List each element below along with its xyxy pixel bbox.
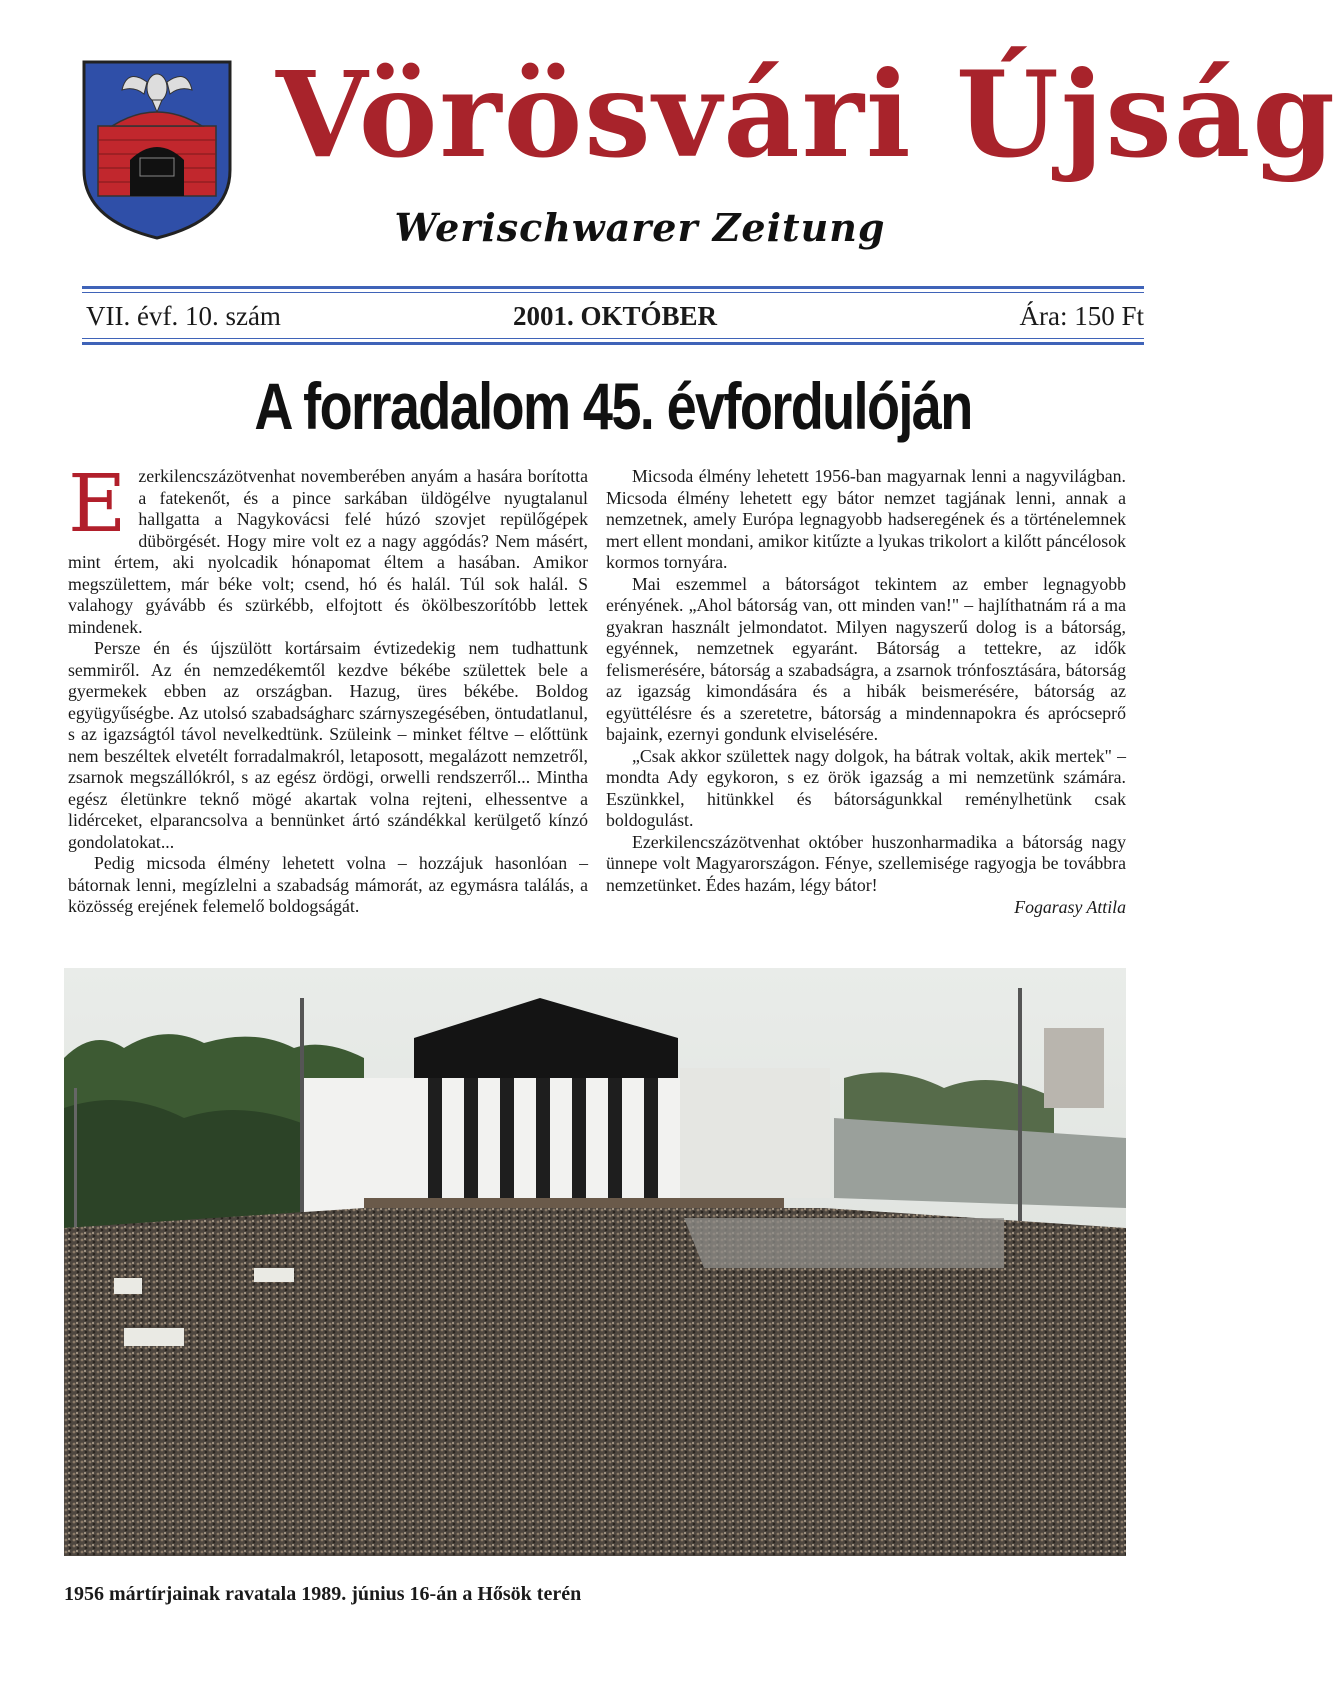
header-rule	[82, 286, 1144, 289]
article-paragraph: Ezerkilencszázötvenhat novemberében anyám a hasára borította a fatekenőt, és a pince sarkában üldögélve nyugtalanul hallgatta a Nagykovácsi felé húzó szovjet repülőgépek dübörgését. Hogy mire volt ez a nagy aggódás? Nem másért, mint értem, aki nyolcadik hónapomat éltem a hasában. Amikor megszülettem, már béke volt; csend, hó és halál. Túl sok halál. S valahogy gyávább és szürkébb, elfojtott és ökölbeszorítóbb lettek mindenek.	[68, 457, 588, 637]
article-paragraph: Pedig micsoda élmény lehetett volna – hozzájuk hasonlóan – bátornak lenni, megízlelni a szabadság mámorát, az egymásra találás, a közösség erejének felemelő boldogságát.	[68, 853, 588, 916]
masthead-title: Vörösvári Újság	[276, 45, 1337, 184]
article-paragraph: Persze én és újszülött kortársaim évtizedekig nem tudhattunk semmiről. Az én nemzedékemtől kezdve békébe születtek bele a gyermekek ebben az országban. Hazug, üres békébe. Boldog együgyűségbe. Az utolsó szabadságharc szárnyszegésében, öntudatlanul, s az igazságtól távol nevelkedtünk. Szüleink – minket féltve – előttünk nem beszéltek elvetélt forradalmakról, letaposott, megalázott nemzetről, zsarnok megszállókról, s az egész ördögi, orwelli rendszerről... Mintha egész életünkre teknő mögé akartak volna rejteni, elhessentve a lidérceket, elparancsolva a bennünket ártó szándékkal kerülgető kínzó gondolatokat...	[68, 638, 588, 852]
masthead-subtitle: Werischwarer Zeitung	[394, 205, 886, 250]
article-column-right	[606, 466, 1126, 956]
header-rule	[82, 342, 1144, 345]
article-paragraph: „Csak akkor születtek nagy dolgok, ha bátrak voltak, akik mertek" – mondta Ady egykoron, s ez örök igazság a mi nemzetünk számára. Eszünkkel, hitünkkel és bátorságunkkal reménylhetünk csak boldogulást.	[606, 745, 1126, 830]
drop-cap: E	[68, 457, 127, 550]
article-author: Fogarasy Attila	[1014, 897, 1126, 917]
photo-caption: 1956 mártírjainak ravatala 1989. június 16-án a Hősök terén	[64, 1583, 582, 1605]
issue-volume: VII. évf. 10. szám	[86, 301, 281, 331]
article-paragraph: Micsoda élmény lehetett 1956-ban magyarnak lenni a nagyvilágban. Micsoda élmény lehetett egy bátor nemzet tagjának lenni, annak a nemzetnek, amely Európa legnagyobb hadseregének és a történelemnek mert ellent mondani, amikor kitűzte a lyukas trikolort a kilőtt páncélosok kormos tornyára.	[606, 466, 1126, 572]
crowd-photo	[64, 968, 1126, 1556]
article-paragraph: Ezerkilencszázötvenhat október huszonharmadika a bátorság nagy ünnepe volt Magyarországon. Fénye, szellemisége ragyogja be továbbra nemzetünket. Édes hazám, légy bátor!	[606, 831, 1126, 895]
article-headline: A forradalom 45. évfordulóján	[254, 369, 972, 443]
issue-date: 2001. OKTÓBER	[512, 301, 718, 331]
coat-of-arms-logo	[82, 60, 232, 240]
issue-price: Ára: 150 Ft	[1019, 301, 1144, 331]
article-paragraph: Mai eszemmel a bátorságot tekintem az ember legnagyobb erényének. „Ahol bátorság van, ott minden van!" – hajlíthatnám rá a ma gyakran használt jelmondatot. Milyen nagyszerű dolog is a bátorság, egyénnek, nemzetnek egyaránt. Bátorság a tettekre, az idők felismerésére, bátorság a szabadságra, a zsarnok trónfosztására, bátorság az igazság kimondására és a hibák beismerésére, bátorság az együttélésre és a szeretetre, bátorság a mindennapokra és aprócseprő bajaink, ezernyi gondunk elviselésére.	[606, 573, 1126, 744]
article-column-left	[68, 457, 588, 956]
header-rule	[82, 338, 1144, 339]
header-rule	[82, 292, 1144, 293]
